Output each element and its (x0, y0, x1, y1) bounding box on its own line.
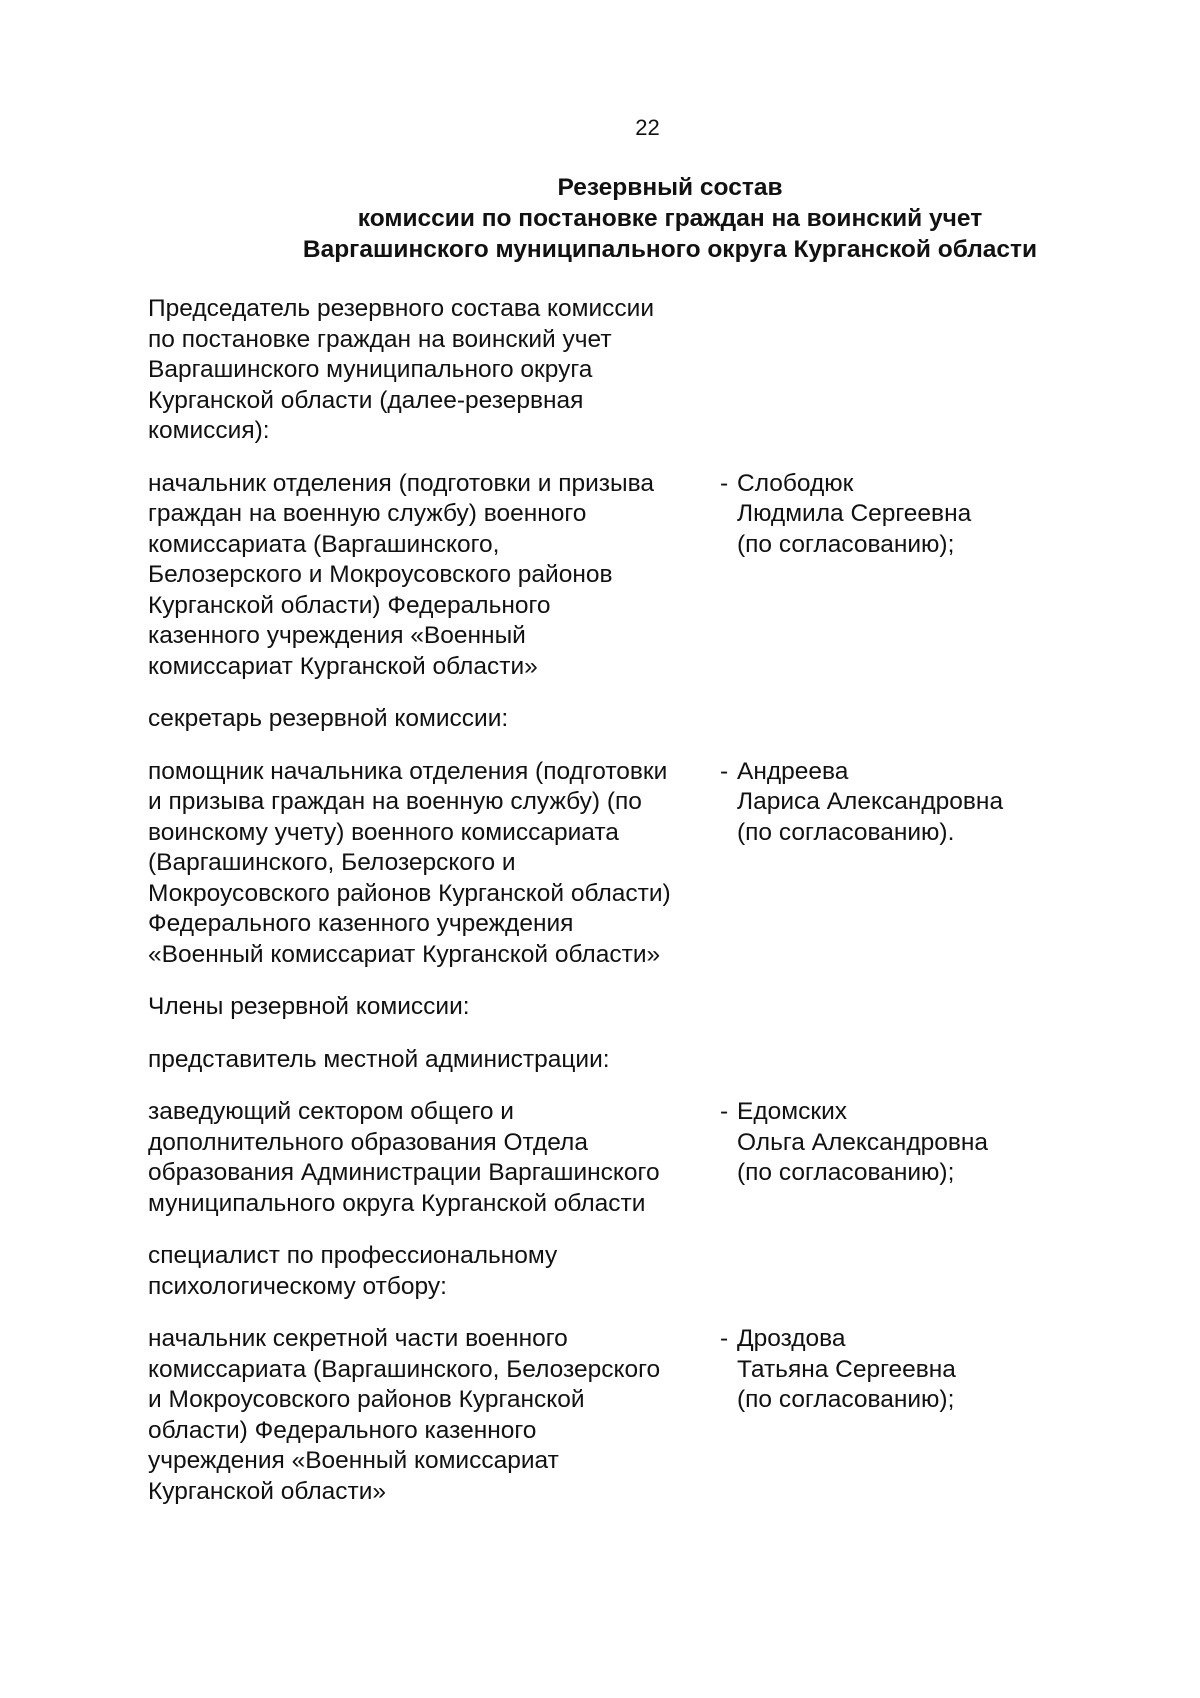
title-line-3: Варгашинского муниципального округа Курганской области (302, 236, 1038, 263)
secretary-name: Андреева Лариса Александровна (по согласованию). (737, 757, 1004, 846)
psych-heading-block (148, 1241, 1158, 1302)
secretary-role: помощник начальника отделения (подготовки и призыва граждан на военную службу) (по воинскому учету) военного комиссариата (Варгашинского, Белозерского и Мокроусовского районов Курганской области) Федерального казенного учреждения «Военный комиссариат Курганской области» (148, 757, 671, 968)
dash: - (720, 1098, 729, 1125)
chairman-person (716, 469, 1158, 683)
secretary-heading: секретарь резервной комиссии: (148, 705, 509, 732)
local-admin-heading-block (148, 1045, 1158, 1076)
chairman-heading-block (148, 294, 1158, 447)
secretary-entry (148, 757, 1158, 971)
member-entry-1 (148, 1097, 1158, 1219)
chairman-name: Слободюк Людмила Сергеевна (по согласованию); (737, 469, 972, 558)
title-line-2: комиссии по постановке граждан на воинский учет (357, 205, 983, 232)
chairman-role: начальник отделения (подготовки и призыва граждан на военную службу) военного комиссариата (Варгашинского, Белозерского и Мокроусовского районов Курганской области) Федерального казенного учреждения «Военный комиссариат Курганской области» (148, 469, 654, 680)
secretary-heading-block (148, 704, 1158, 735)
page-number: 22 (635, 115, 660, 140)
dash: - (720, 757, 729, 785)
member-1-role: заведующий сектором общего и дополнительного образования Отдела образования Администрации Варгашинского муниципального округа Курганской области (148, 1098, 660, 1217)
psych-heading: специалист по профессиональному психологическому отбору: (148, 1242, 558, 1300)
member-entry-2 (148, 1324, 1158, 1507)
local-admin-heading: представитель местной администрации: (148, 1045, 610, 1073)
member-2-role: начальник секретной части военного комиссариата (Варгашинского, Белозерского и Мокроусовского районов Курганской области) Федерального казенного учреждения «Военный комиссариат Курганской области» (148, 1325, 661, 1505)
member-1-name: Едомских Ольга Александровна (по согласованию); (737, 1098, 989, 1186)
dash: - (720, 469, 729, 497)
title-line-1: Резервный состав (557, 174, 783, 201)
dash: - (720, 1325, 729, 1352)
document-body (148, 294, 1158, 1529)
document-title (0, 172, 1200, 265)
members-heading-block (148, 992, 1158, 1023)
members-heading: Члены резервной комиссии: (148, 993, 470, 1020)
chairman-heading: Председатель резервного состава комиссии по постановке граждан на воинский учет Варгашинского муниципального округа Курганской области (далее-резервная комиссия): (148, 295, 655, 444)
chairman-entry (148, 469, 1158, 683)
member-2-name: Дроздова Татьяна Сергеевна (по согласованию); (737, 1325, 956, 1413)
member-2-person (716, 1324, 1158, 1507)
member-1-person (716, 1097, 1158, 1219)
secretary-person (716, 757, 1158, 971)
